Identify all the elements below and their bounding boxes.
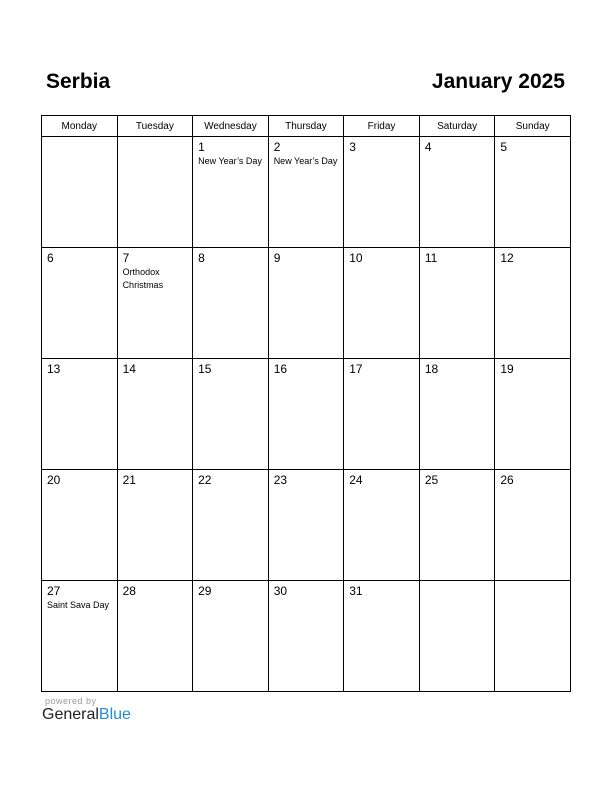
day-number: 30 [273,584,288,598]
day-cell [495,137,571,248]
day-number: 24 [349,473,363,487]
day-cell [419,470,495,581]
brand-blue-text: Blue [98,706,131,723]
day-cell [419,359,495,470]
day-number: 21 [122,473,136,487]
day-number: 31 [349,584,363,598]
weekday-header: Saturday [419,116,495,137]
day-cell [193,470,269,581]
day-cell [42,248,118,359]
week-row [42,248,571,359]
day-number: 10 [349,251,363,265]
day-cell [495,470,571,581]
day-number: 28 [122,584,136,598]
day-number: 3 [349,140,356,154]
day-cell [495,359,571,470]
weekday-header: Friday [344,116,420,137]
weekday-header-row [42,116,571,137]
day-cell [117,137,193,248]
day-cell [268,359,344,470]
day-cell [117,248,193,359]
day-cell [419,137,495,248]
day-number: 26 [500,473,514,487]
day-number: 15 [198,362,212,376]
powered-by-text: powered by [45,696,97,706]
day-number: 20 [47,473,61,487]
day-number: 23 [273,473,288,487]
day-number: 29 [198,584,212,598]
week-row [42,359,571,470]
holiday-label: Orthodox Christmas [122,267,164,290]
day-cell [495,581,571,692]
day-cell [117,470,193,581]
day-cell [268,470,344,581]
weekday-header: Wednesday [193,116,269,137]
month-title: January 2025 [431,70,565,93]
holiday-label: New Year’s Day [198,156,262,166]
day-cell [117,359,193,470]
day-number: 16 [273,362,288,376]
day-number: 17 [349,362,363,376]
week-row [42,470,571,581]
day-number: 25 [424,473,439,487]
day-cell [193,248,269,359]
brand-logo[interactable] [42,706,131,724]
day-cell [419,581,495,692]
day-cell [268,581,344,692]
country-title: Serbia [46,70,111,93]
day-number: 19 [500,362,514,376]
day-number: 11 [424,251,438,265]
day-cell [42,581,118,692]
day-number: 7 [122,251,130,265]
day-cell [42,359,118,470]
day-number: 14 [122,362,136,376]
day-cell [268,137,344,248]
day-cell [419,248,495,359]
day-cell [193,137,269,248]
day-number: 8 [198,251,205,265]
weekday-header: Monday [42,116,118,137]
day-cell [344,581,420,692]
day-cell [344,248,420,359]
day-number: 2 [273,140,281,154]
day-cell [344,359,420,470]
day-cell [42,470,118,581]
day-cell [117,581,193,692]
week-row [42,137,571,248]
day-number: 13 [47,362,61,376]
day-cell [344,470,420,581]
day-number: 6 [47,251,54,265]
brand-general-text: General [42,706,99,723]
holiday-label: Saint Sava Day [47,600,110,610]
day-number: 18 [424,362,439,376]
day-cell [42,137,118,248]
day-cell [193,359,269,470]
day-cell [268,248,344,359]
weekday-header: Tuesday [117,116,193,137]
day-number: 27 [47,584,61,598]
holiday-label: New Year’s Day [273,156,338,166]
footer-branding [42,696,131,724]
day-number: 1 [198,140,205,154]
week-row [42,581,571,692]
day-cell [193,581,269,692]
day-number: 5 [500,140,508,154]
calendar-grid [41,115,571,692]
day-number: 9 [273,251,281,265]
day-number: 12 [500,251,514,265]
weekday-header: Thursday [268,116,344,137]
day-cell [495,248,571,359]
day-cell [344,137,420,248]
day-number: 22 [198,473,212,487]
day-number: 4 [424,140,432,154]
weekday-header: Sunday [495,116,571,137]
